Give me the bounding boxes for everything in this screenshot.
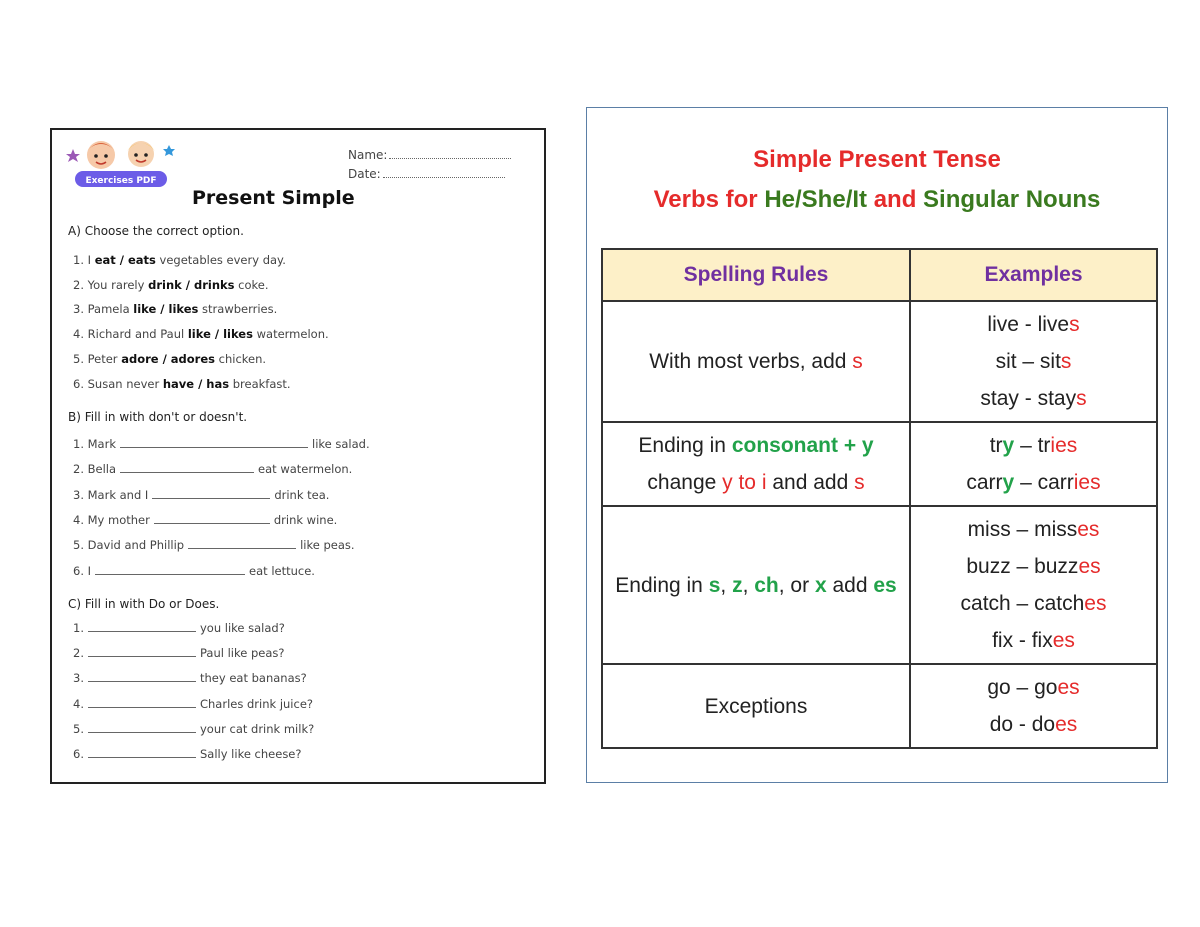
subtitle-part: He/She/It: [764, 186, 868, 213]
subtitle-part: and: [867, 186, 924, 213]
item-text: strawberries.: [198, 302, 278, 317]
answer-blank: [120, 472, 254, 473]
item-text: drink wine.: [273, 512, 338, 527]
header-spelling-rules: Spelling Rules: [602, 249, 910, 301]
item-text: eat watermelon.: [258, 462, 353, 477]
rules-table: [601, 248, 1158, 749]
item-text: like peas.: [300, 538, 355, 553]
examples-cell: live - lives sit – sits stay - stays: [910, 301, 1157, 422]
answer-blank: [152, 498, 270, 499]
item-text: 1. I: [73, 253, 95, 267]
list-item: [73, 747, 302, 761]
list-item: [73, 564, 315, 578]
date-label: Date:: [348, 167, 381, 181]
section-a-heading: A) Choose the correct option.: [68, 224, 244, 238]
item-options: like / likes: [133, 302, 199, 317]
examples-cell: try – tries carry – carries: [910, 422, 1157, 506]
subtitle-part: Verbs for: [653, 186, 765, 213]
item-text: 4. Richard and Paul: [73, 327, 188, 342]
table-row: [602, 422, 1157, 506]
answer-blank: [88, 656, 196, 657]
item-options: adore / adores: [121, 351, 215, 366]
item-text: 3. Mark and I: [73, 487, 149, 502]
item-text: coke.: [234, 277, 269, 292]
item-text: watermelon.: [252, 327, 329, 342]
list-item: [73, 462, 352, 476]
item-text: eat lettuce.: [249, 563, 315, 578]
spelling-rules-chart: [586, 107, 1168, 783]
logo-text: Exercises PDF: [85, 176, 157, 186]
item-text: they eat bananas?: [199, 671, 307, 686]
list-item: [73, 302, 277, 316]
list-item: [73, 488, 329, 502]
answer-blank: [154, 523, 270, 524]
list-item: [73, 253, 286, 267]
name-date-fields: [348, 146, 511, 184]
item-text: 4. My mother: [73, 512, 150, 527]
table-row: [602, 301, 1157, 422]
item-text: 1. Mark: [73, 437, 116, 451]
answer-blank: [88, 732, 196, 733]
item-text: 5. David and Phillip: [73, 538, 185, 553]
answer-blank: [88, 681, 196, 682]
section-c-heading: C) Fill in with Do or Does.: [68, 597, 220, 611]
table-header-row: [602, 249, 1157, 301]
item-text: 5.: [73, 721, 84, 736]
name-line: [389, 158, 511, 159]
item-text: 2.: [73, 646, 84, 661]
item-text: 6. I: [73, 563, 92, 578]
chart-subtitle: [587, 186, 1167, 214]
examples-cell: miss – misses buzz – buzzes catch – catches fix - fixes: [910, 506, 1157, 664]
list-item: [73, 352, 266, 366]
item-text: 1.: [73, 621, 84, 635]
section-b-heading: B) Fill in with don't or doesn't.: [68, 410, 248, 424]
list-item: [73, 697, 313, 711]
rule-cell: Exceptions: [602, 664, 910, 748]
item-text: your cat drink milk?: [199, 721, 315, 736]
item-text: 6.: [73, 747, 84, 761]
answer-blank: [95, 574, 245, 575]
list-item: [73, 437, 370, 451]
item-options: like / likes: [187, 327, 253, 342]
examples-cell: go – goes do - does: [910, 664, 1157, 748]
list-item: [73, 671, 307, 685]
item-text: 3. Pamela: [73, 302, 134, 317]
item-text: Charles drink juice?: [199, 696, 314, 711]
list-item: [73, 722, 314, 736]
list-item: [73, 513, 337, 527]
item-text: like salad.: [312, 437, 370, 451]
worksheet: [50, 128, 546, 784]
date-line: [383, 177, 505, 178]
subtitle-part: Singular Nouns: [923, 186, 1101, 213]
kids-logo-icon: [61, 135, 181, 191]
list-item: [73, 327, 329, 341]
rule-cell: Ending in s, z, ch, or x add es: [602, 506, 910, 664]
header-examples: Examples: [910, 249, 1157, 301]
item-text: chicken.: [214, 351, 267, 366]
list-item: [73, 538, 355, 552]
answer-blank: [88, 707, 196, 708]
item-text: Paul like peas?: [199, 646, 285, 661]
item-options: drink / drinks: [148, 277, 235, 292]
answer-blank: [120, 447, 308, 448]
table-row: [602, 664, 1157, 748]
list-item: [73, 621, 285, 635]
item-text: Sally like cheese?: [199, 747, 302, 761]
item-text: 5. Peter: [73, 351, 122, 366]
list-item: [73, 377, 291, 391]
list-item: [73, 646, 284, 660]
worksheet-title: Present Simple: [192, 187, 355, 209]
answer-blank: [188, 548, 296, 549]
item-text: breakfast.: [229, 376, 291, 391]
answer-blank: [88, 631, 196, 632]
item-text: 4.: [73, 696, 84, 711]
rule-cell: With most verbs, add s: [602, 301, 910, 422]
list-item: [73, 278, 269, 292]
item-text: drink tea.: [274, 487, 330, 502]
item-text: you like salad?: [199, 621, 285, 635]
item-text: vegetables every day.: [155, 253, 286, 267]
chart-title: Simple Present Tense: [753, 146, 1001, 173]
table-row: [602, 506, 1157, 664]
answer-blank: [88, 757, 196, 758]
item-text: 2. Bella: [73, 462, 117, 477]
rule-cell: Ending in consonant + y change y to i and add s: [602, 422, 910, 506]
item-options: have / has: [162, 376, 230, 391]
name-label: Name:: [348, 148, 388, 162]
item-text: 3.: [73, 671, 84, 686]
item-text: 2. You rarely: [73, 277, 149, 292]
item-text: 6. Susan never: [73, 376, 163, 391]
item-options: eat / eats: [94, 253, 156, 267]
